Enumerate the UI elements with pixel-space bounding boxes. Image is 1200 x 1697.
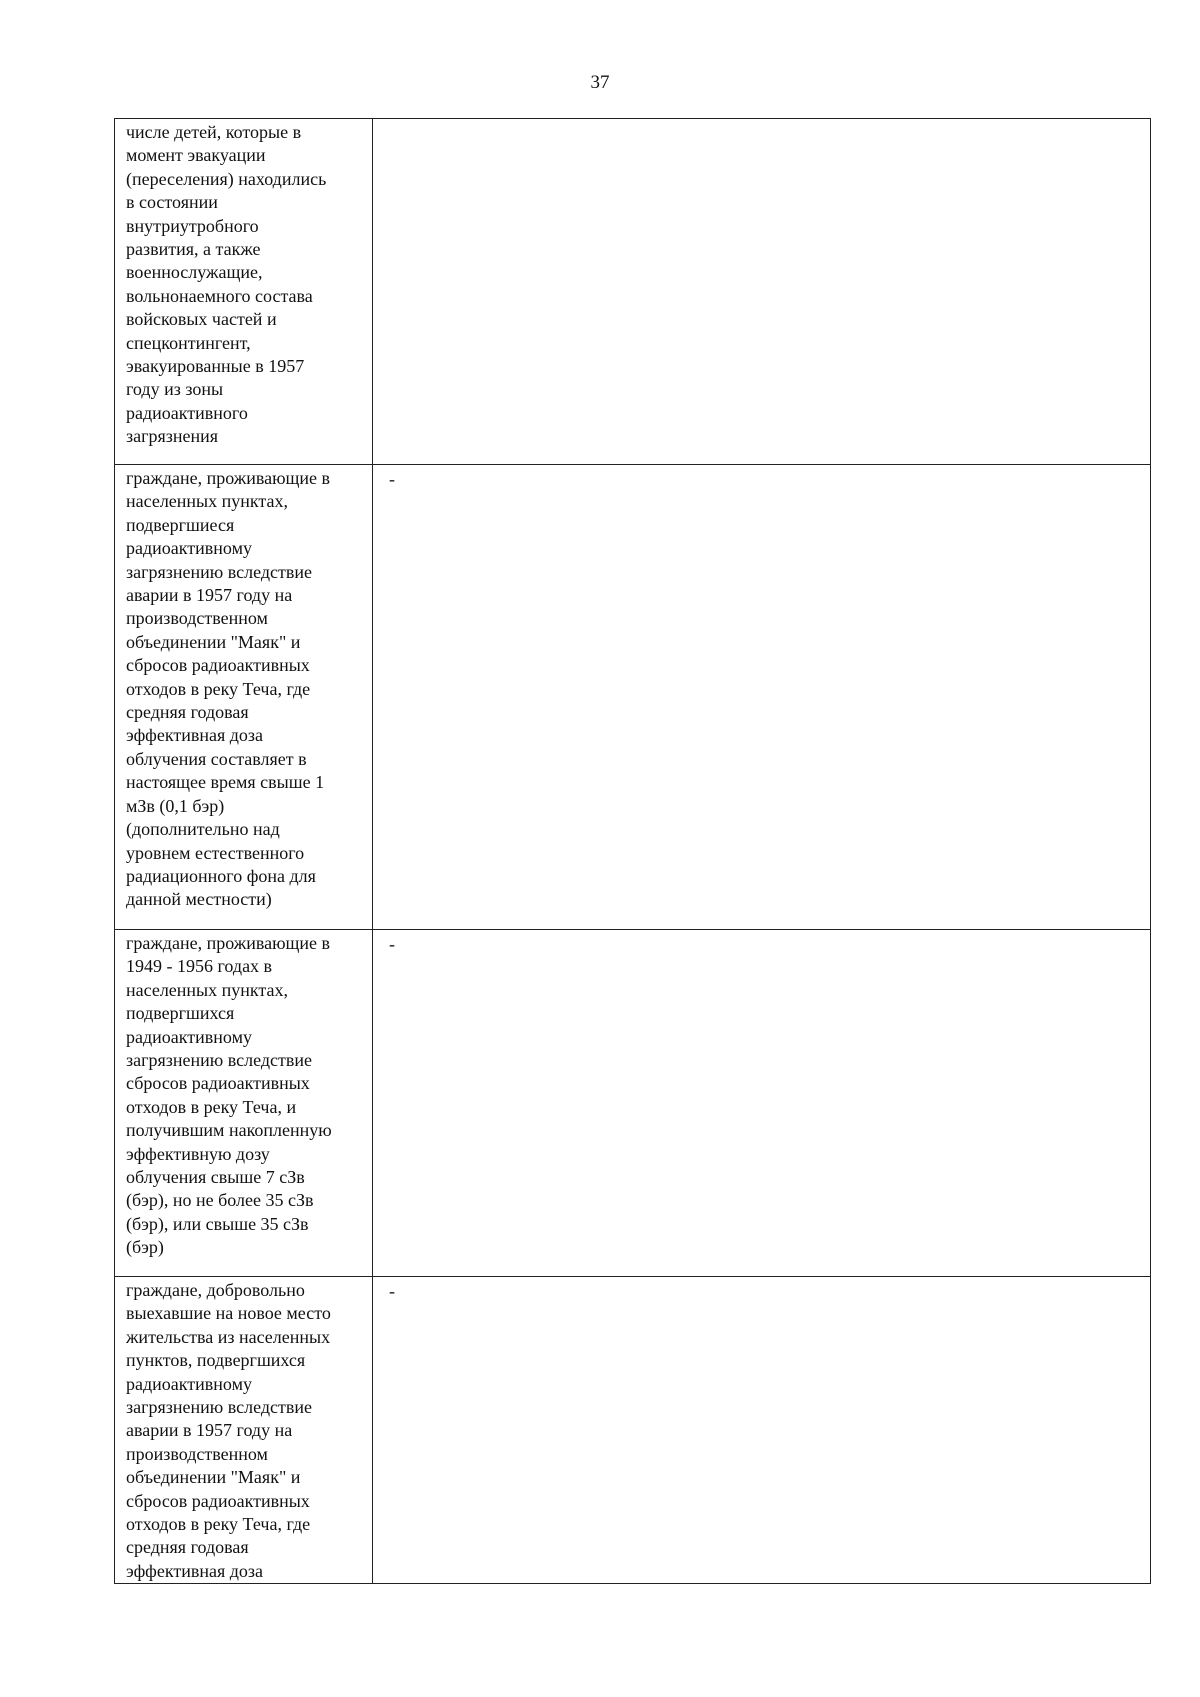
value-cell <box>373 465 1151 930</box>
value-text: - <box>389 469 395 489</box>
category-cell <box>115 465 373 930</box>
table-row <box>115 930 1151 1277</box>
page-number: 37 <box>590 72 610 93</box>
category-text: граждане, проживающие в 1949 - 1956 годах в населенных пунктах, подвергшихся радиоактивному загрязнению вследствие сбросов радиоактивных отходов в реку Теча, и получившим накопленную эффективную дозу облучения свыше 7 сЗв (бэр), но не более 35 сЗв (бэр), или свыше 35 сЗв (бэр) <box>126 933 332 1258</box>
category-text: граждане, добровольно выехавшие на новое место жительства из населенных пунктов, подвергшихся радиоактивному загрязнению вследствие аварии в 1957 году на производственном объединении "Маяк" и сбросов радиоактивных отходов в реку Теча, где средняя годовая эффективная доза <box>126 1280 331 1581</box>
category-cell <box>115 930 373 1277</box>
table-row <box>115 119 1151 465</box>
category-text: граждане, проживающие в населенных пунктах, подвергшиеся радиоактивному загрязнению вследствие аварии в 1957 году на производственном объединении "Маяк" и сбросов радиоактивных отходов в реку Теча, где средняя годовая эффективная доза облучения составляет в настоящее время свыше 1 мЗв (0,1 бэр) (дополнительно над уровнем естественного радиационного фона для данной местности) <box>126 468 331 910</box>
value-cell <box>373 1277 1151 1584</box>
value-text: - <box>389 934 395 954</box>
category-cell <box>115 1277 373 1584</box>
value-text: - <box>389 1281 395 1301</box>
category-cell <box>115 119 373 465</box>
value-cell <box>373 930 1151 1277</box>
value-cell <box>373 119 1151 465</box>
benefits-table <box>114 118 1151 1584</box>
table-row <box>115 1277 1151 1584</box>
table-row <box>115 465 1151 930</box>
category-text: числе детей, которые в момент эвакуации (переселения) находились в состоянии внутриутробного развития, а также военнослужащие, вольнонаемного состава войсковых частей и спецконтингент, эвакуированные в 1957 году из зоны радиоактивного загрязнения <box>126 122 327 447</box>
